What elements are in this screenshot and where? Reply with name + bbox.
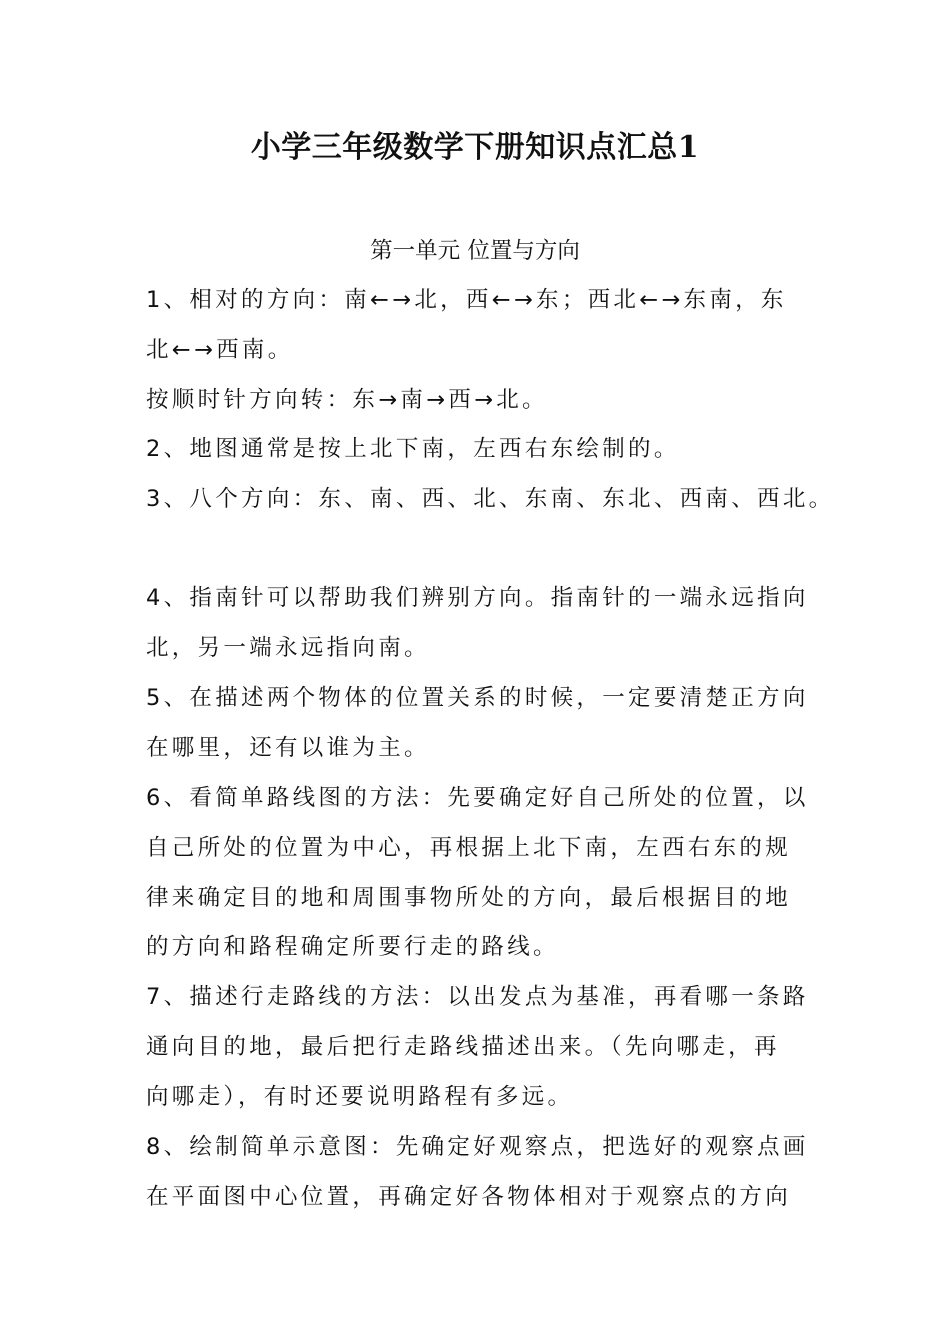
text-line: 北，另一端永远指向南。 (146, 635, 430, 661)
text-line: 律来确定目的地和周围事物所处的方向，最后根据目的地 (146, 885, 792, 911)
text-line: 通向目的地，最后把行走路线描述出来。（先向哪走，再 (146, 1034, 780, 1060)
document-title: 小学三年级数学下册知识点汇总1 (250, 130, 700, 165)
text-line: 向哪走），有时还要说明路程有多远。 (146, 1084, 574, 1110)
text-line: 4、指南针可以帮助我们辨别方向。指南针的一端永远指向 (146, 585, 809, 611)
text-line: 在平面图中心位置，再确定好各物体相对于观察点的方向 (146, 1184, 792, 1210)
text-line: 按顺时针方向转：东→南→西→北。 (146, 387, 548, 413)
unit-heading: 第一单元 位置与方向 (370, 238, 580, 264)
text-line: 5、在描述两个物体的位置关系的时候，一定要清楚正方向 (146, 685, 809, 711)
text-line: 2、地图通常是按上北下南，左西右东绘制的。 (146, 436, 680, 462)
text-line: 8、绘制简单示意图：先确定好观察点，把选好的观察点画 (146, 1134, 809, 1160)
text-line: 的方向和路程确定所要行走的路线。 (146, 934, 559, 960)
text-line: 6、看简单路线图的方法：先要确定好自己所处的位置，以 (146, 785, 809, 811)
text-line: 自己所处的位置为中心，再根据上北下南，左西右东的规 (146, 835, 792, 861)
text-line: 在哪里，还有以谁为主。 (146, 735, 430, 761)
text-line: 北←→西南。 (146, 337, 294, 363)
text-line: 3、八个方向：东、南、西、北、东南、东北、西南、西北。 (146, 486, 835, 512)
text-line: 7、描述行走路线的方法：以出发点为基准，再看哪一条路 (146, 984, 809, 1010)
text-line: 1、相对的方向：南←→北，西←→东；西北←→东南，东 (146, 287, 787, 313)
